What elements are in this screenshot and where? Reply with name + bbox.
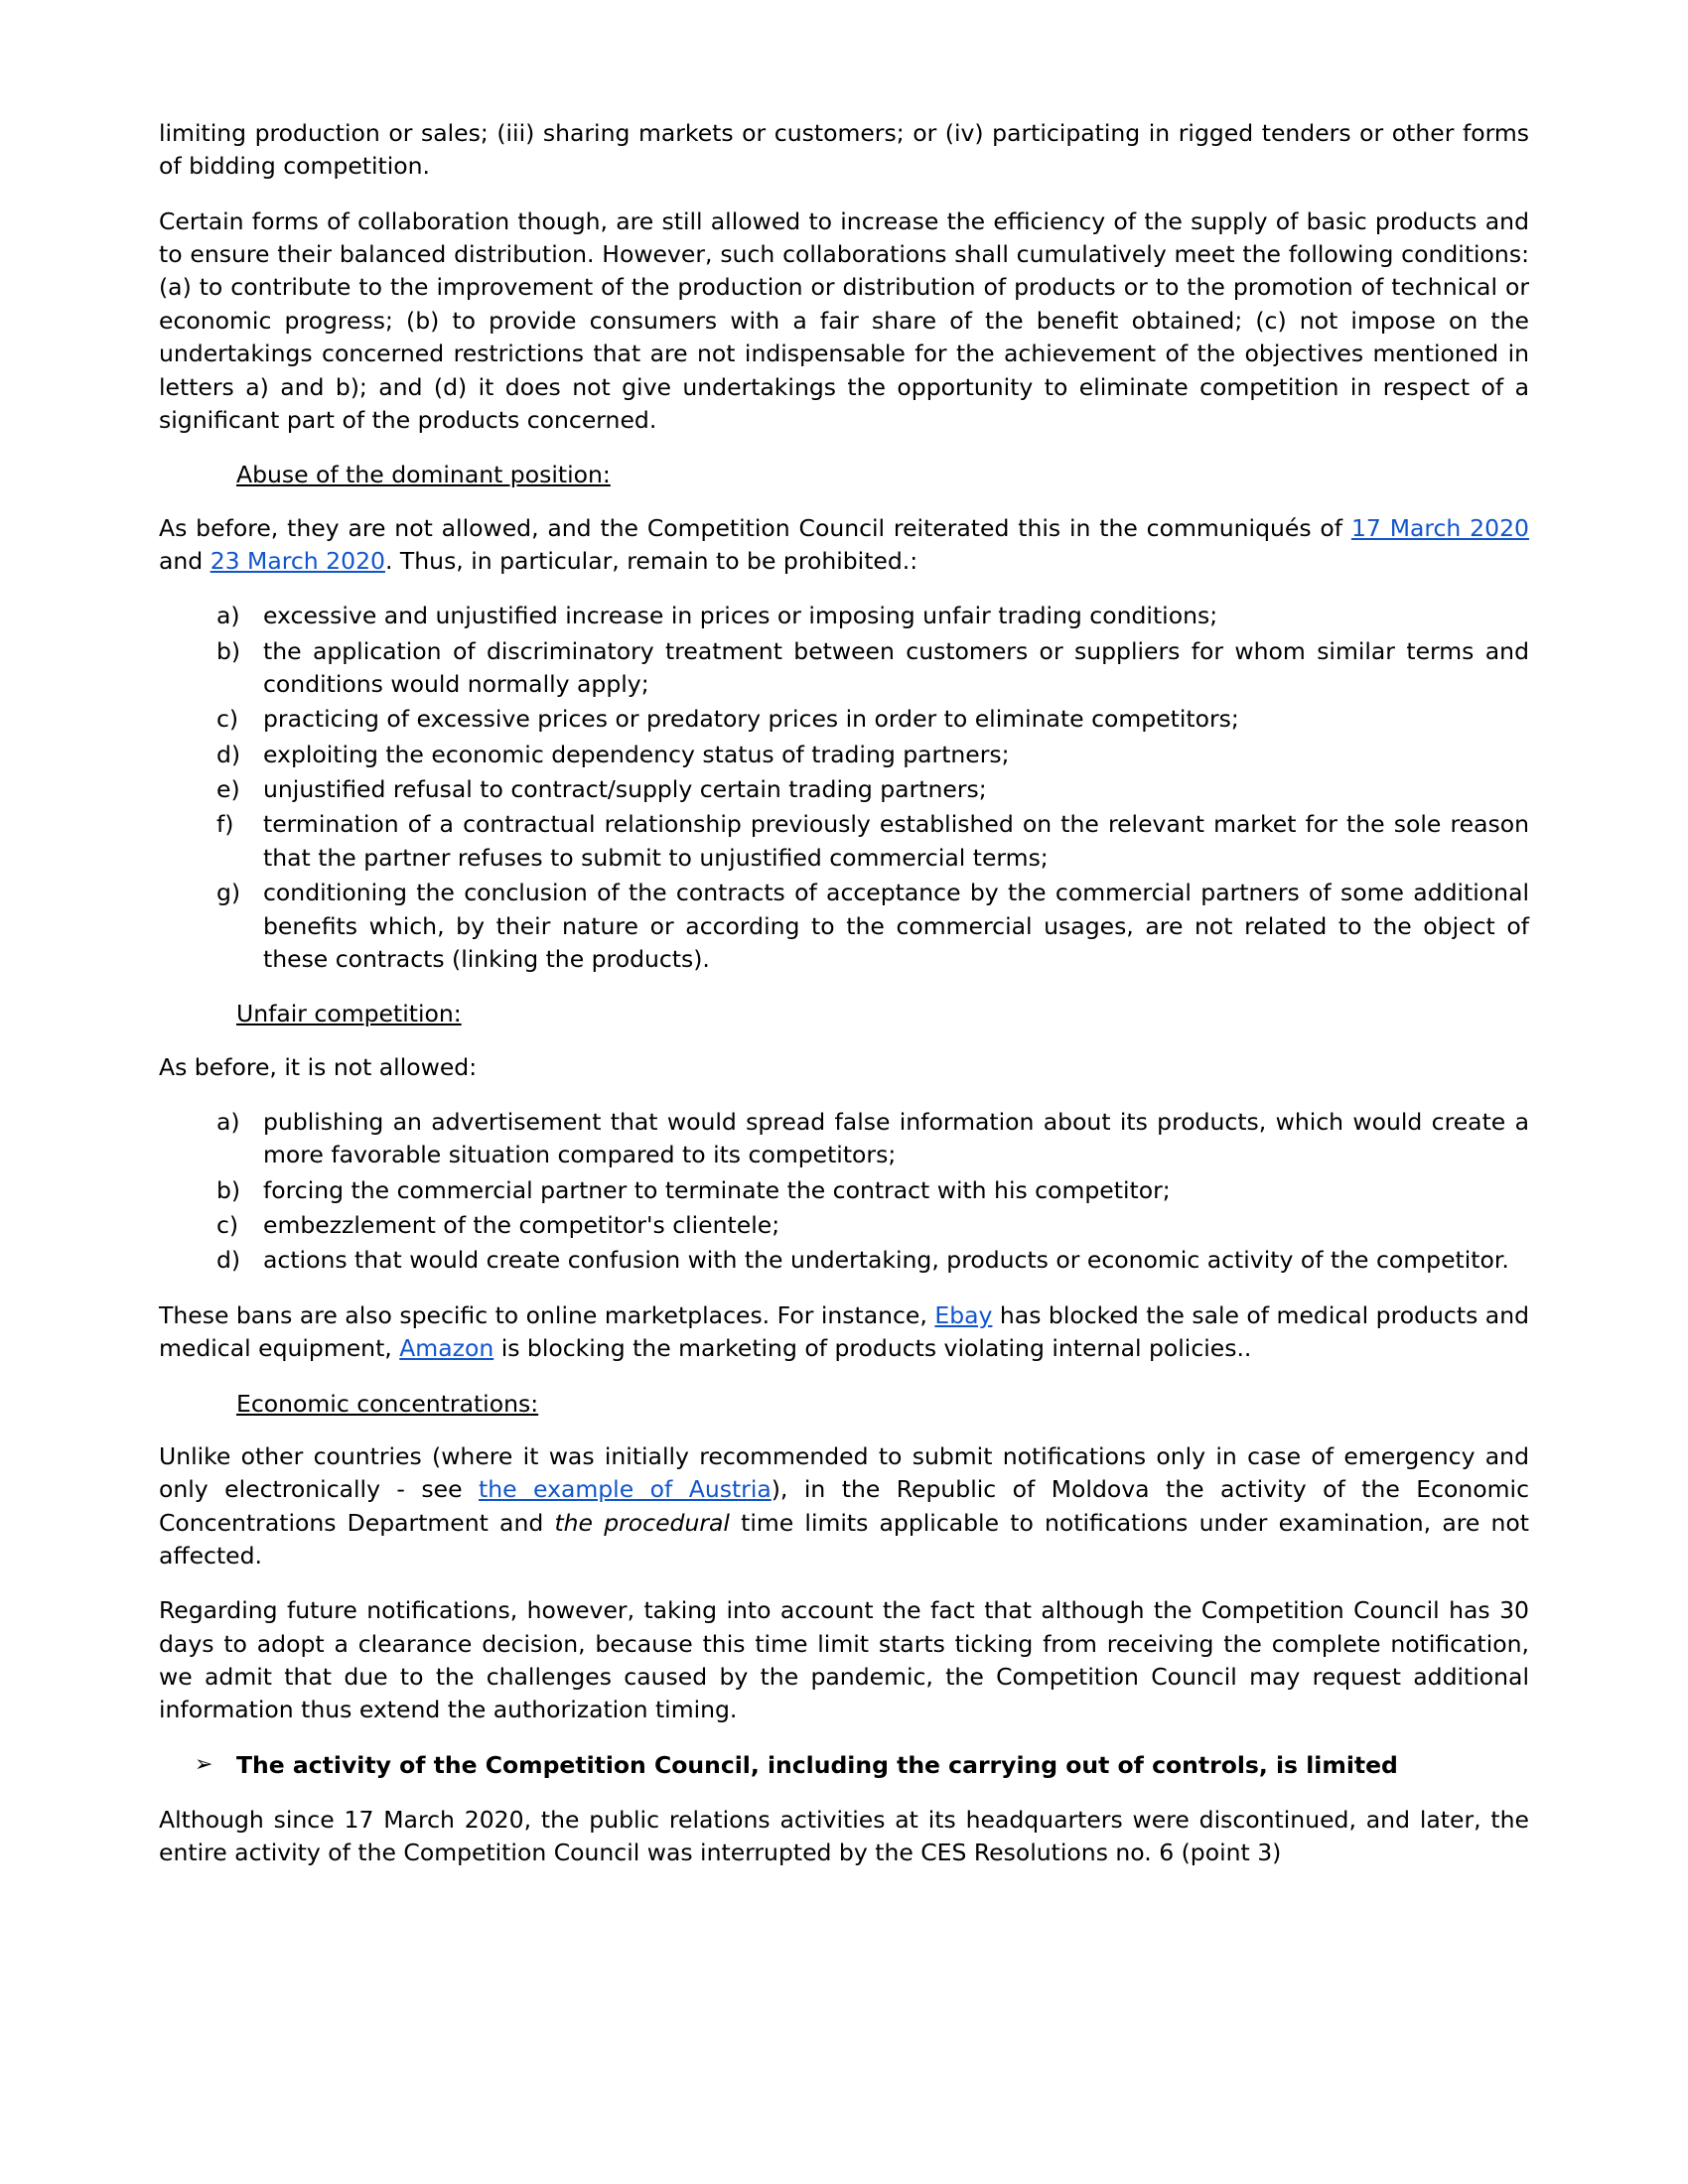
list-marker: c) <box>216 705 239 734</box>
list-item-text: actions that would create confusion with the undertaking, products or economic activity of the competitor. <box>263 1246 1509 1275</box>
list-unfair-competition <box>159 1106 1529 1278</box>
economic-text-mid: ), in the Republic of Moldova the activity of the Economic Concentrations Department and <box>159 1475 1530 1537</box>
list-item <box>159 808 1529 875</box>
heading-unfair-competition <box>159 998 1529 1030</box>
heading-activity-limited <box>159 1749 1529 1782</box>
list-item-text: the application of discriminatory treatment between customers or suppliers for whom similar terms and conditions would normally apply; <box>263 636 1529 699</box>
list-marker: e) <box>216 775 240 804</box>
list-marker: d) <box>216 740 241 768</box>
list-item <box>159 600 1529 632</box>
heading-unfair-label: Unfair competition: <box>236 1000 462 1028</box>
list-item-text: conditioning the conclusion of the contracts of acceptance by the commercial partners of some additional benefits which, by their nature or according to the commercial usages, are not related to the object of these contracts (linking the products). <box>263 879 1529 973</box>
list-item-text: termination of a contractual relationship previously established on the relevant market for the sole reason that the partner refuses to submit to unjustified commercial terms; <box>263 810 1529 872</box>
abuse-intro-text-after: . Thus, in particular, remain to be prohibited.: <box>384 546 918 575</box>
list-marker: b) <box>216 1175 241 1204</box>
list-abuse-prohibitions <box>159 600 1529 976</box>
list-marker: a) <box>216 1107 240 1136</box>
paragraph-activity-interrupted: Although since 17 March 2020, the public relations activities at its headquarters were discontinued, and later, the entire activity of the Competition Council was interrupted by the CES Resolutions no. 6 (point 3) <box>159 1806 1529 1867</box>
list-item <box>159 773 1529 806</box>
list-item-text: unjustified refusal to contract/supply certain trading partners; <box>263 775 987 804</box>
list-marker: f) <box>216 810 234 839</box>
list-marker: c) <box>216 1211 239 1240</box>
link-communique-17-march-2020[interactable]: 17 March 2020 <box>1350 513 1529 542</box>
list-item <box>159 1174 1529 1207</box>
arrow-heading-label: The activity of the Competition Council, including the carrying out of controls, is limited <box>236 1750 1398 1779</box>
list-marker: g) <box>216 879 241 907</box>
list-item <box>159 635 1529 702</box>
marketplace-text-after: is blocking the marketing of products violating internal policies.. <box>493 1334 1252 1363</box>
marketplace-text-mid: has blocked the sale of medical products and medical equipment, <box>159 1300 1530 1363</box>
list-marker: b) <box>216 636 241 665</box>
link-ebay[interactable]: Ebay <box>934 1300 993 1329</box>
list-item-text: excessive and unjustified increase in prices or imposing unfair trading conditions; <box>263 602 1218 630</box>
list-marker: a) <box>216 602 240 630</box>
list-item-text: embezzlement of the competitor's clientele; <box>263 1211 780 1240</box>
paragraph-collaboration-conditions: Certain forms of collaboration though, are still allowed to increase the efficiency of the supply of basic products and to ensure their balanced distribution. However, such collaborations shall cumulatively meet the following conditions: (a) to contribute to the improvement of the production or distribution of products or to the promotion of technical or economic progress; (b) to provide consumers with a fair share of the benefit obtained; (c) not impose on the undertakings concerned restrictions that are not indispensable for the achievement of the objectives mentioned in letters a) and b); and (d) it does not give undertakings the opportunity to eliminate competition in respect of a significant part of the products concerned. <box>159 206 1529 434</box>
arrow-bullet-icon: ➢ <box>195 1751 213 1777</box>
link-amazon[interactable]: Amazon <box>399 1334 494 1363</box>
list-item-text: exploiting the economic dependency status of trading partners; <box>263 740 1010 768</box>
list-item <box>159 1244 1529 1277</box>
list-item-text: forcing the commercial partner to terminate the contract with his competitor; <box>263 1175 1171 1204</box>
economic-text-italic: the procedural <box>554 1508 730 1537</box>
list-item <box>159 739 1529 771</box>
paragraph-continuation: limiting production or sales; (iii) sharing markets or customers; or (iv) participating in rigged tenders or other forms of bidding competition. <box>159 119 1529 181</box>
marketplace-text-before: These bans are also specific to online marketplaces. For instance, <box>159 1300 935 1329</box>
heading-economic-concentrations <box>159 1388 1529 1421</box>
list-item <box>159 703 1529 736</box>
list-item-text: publishing an advertisement that would spread false information about its products, which would create a more favorable situation compared to its competitors; <box>263 1107 1529 1169</box>
abuse-intro-text-mid: and <box>159 546 211 575</box>
heading-abuse-of-dominant-position <box>159 459 1529 491</box>
economic-text-after: time limits applicable to notifications under examination, are not affected. <box>159 1508 1529 1570</box>
heading-abuse-label: Abuse of the dominant position: <box>236 461 611 489</box>
list-item <box>159 877 1529 976</box>
paragraph-future-notifications: Regarding future notifications, however, taking into account the fact that although the Competition Council has 30 days to adopt a clearance decision, because this time limit starts ticking from receiving the complete notification, we admit that due to the challenges caused by the pandemic, the Competition Council may request additional information thus extend the authorization timing. <box>159 1596 1529 1724</box>
link-example-of-austria[interactable]: the example of Austria <box>479 1475 772 1504</box>
economic-text-before: Unlike other countries (where it was initially recommended to submit notifications only in case of emergency and only electronically - see <box>159 1441 1529 1504</box>
list-item <box>159 1209 1529 1242</box>
heading-economic-label: Economic concentrations: <box>236 1389 539 1418</box>
abuse-intro-text-before: As before, they are not allowed, and the Competition Council reiterated this in the communiqués of <box>159 513 1351 542</box>
paragraph-abuse-intro <box>159 512 1529 579</box>
paragraph-economic-concentrations <box>159 1440 1529 1572</box>
link-communique-23-march-2020[interactable]: 23 March 2020 <box>210 546 385 575</box>
paragraph-unfair-intro: As before, it is not allowed: <box>159 1052 478 1081</box>
paragraph-online-marketplaces <box>159 1299 1529 1366</box>
list-item <box>159 1106 1529 1172</box>
list-marker: d) <box>216 1246 241 1275</box>
list-item-text: practicing of excessive prices or predatory prices in order to eliminate competitors; <box>263 705 1239 734</box>
